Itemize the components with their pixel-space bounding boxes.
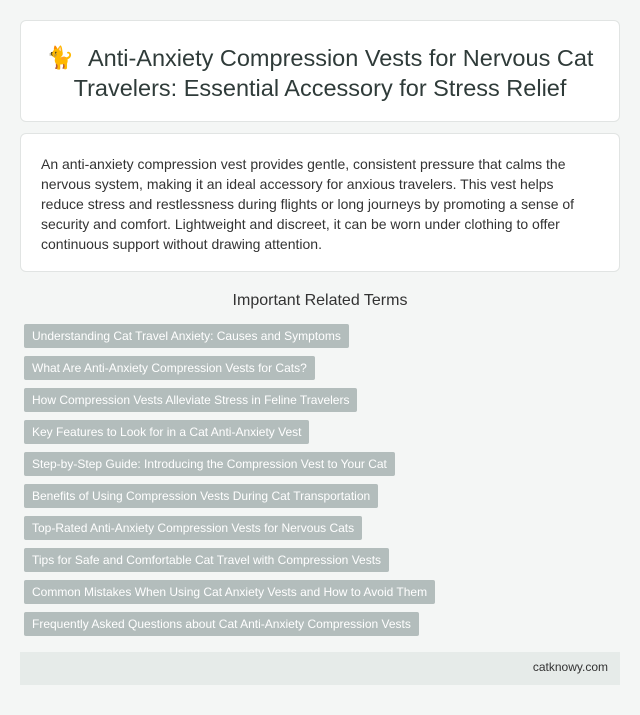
- related-term-tag[interactable]: How Compression Vests Alleviate Stress in Feline Travelers: [24, 388, 357, 412]
- related-terms-heading: Important Related Terms: [232, 292, 408, 309]
- list-item: [24, 580, 435, 604]
- description-text: An anti-anxiety compression vest provides gentle, consistent pressure that calms the nervous system, making it an ideal accessory for anxious travelers. This vest helps reduce stress and restlessness during flights or long journeys by promoting a sense of security and comfort. Lightweight and discreet, it can be worn under clothing to offer continuous support without drawing attention.: [41, 156, 575, 252]
- related-term-tag[interactable]: Frequently Asked Questions about Cat Anti-Anxiety Compression Vests: [24, 612, 419, 636]
- footer: [20, 652, 620, 685]
- list-item: [24, 356, 435, 380]
- page-title: [41, 43, 599, 103]
- related-term-tag[interactable]: Benefits of Using Compression Vests During Cat Transportation: [24, 484, 378, 508]
- cat-icon: 🐈: [46, 45, 74, 70]
- related-term-tag[interactable]: Step-by-Step Guide: Introducing the Compression Vest to Your Cat: [24, 452, 395, 476]
- page-title-text: Anti-Anxiety Compression Vests for Nervous Cat Travelers: Essential Accessory for Stress Relief: [73, 45, 594, 101]
- list-item: [24, 324, 435, 348]
- list-item: [24, 516, 435, 540]
- list-item: [24, 388, 435, 412]
- related-term-tag[interactable]: Common Mistakes When Using Cat Anxiety Vests and How to Avoid Them: [24, 580, 435, 604]
- related-terms-list: [24, 324, 435, 644]
- related-term-tag[interactable]: Tips for Safe and Comfortable Cat Travel with Compression Vests: [24, 548, 389, 572]
- list-item: [24, 420, 435, 444]
- related-term-tag[interactable]: Understanding Cat Travel Anxiety: Causes and Symptoms: [24, 324, 349, 348]
- list-item: [24, 612, 435, 636]
- related-term-tag[interactable]: Top-Rated Anti-Anxiety Compression Vests for Nervous Cats: [24, 516, 362, 540]
- related-term-tag[interactable]: What Are Anti-Anxiety Compression Vests for Cats?: [24, 356, 315, 380]
- list-item: [24, 452, 435, 476]
- list-item: [24, 484, 435, 508]
- list-item: [24, 548, 435, 572]
- related-term-tag[interactable]: Key Features to Look for in a Cat Anti-Anxiety Vest: [24, 420, 309, 444]
- description-card: [20, 133, 620, 272]
- footer-site-name[interactable]: catknowy.com: [532, 660, 608, 674]
- title-card: [20, 20, 620, 122]
